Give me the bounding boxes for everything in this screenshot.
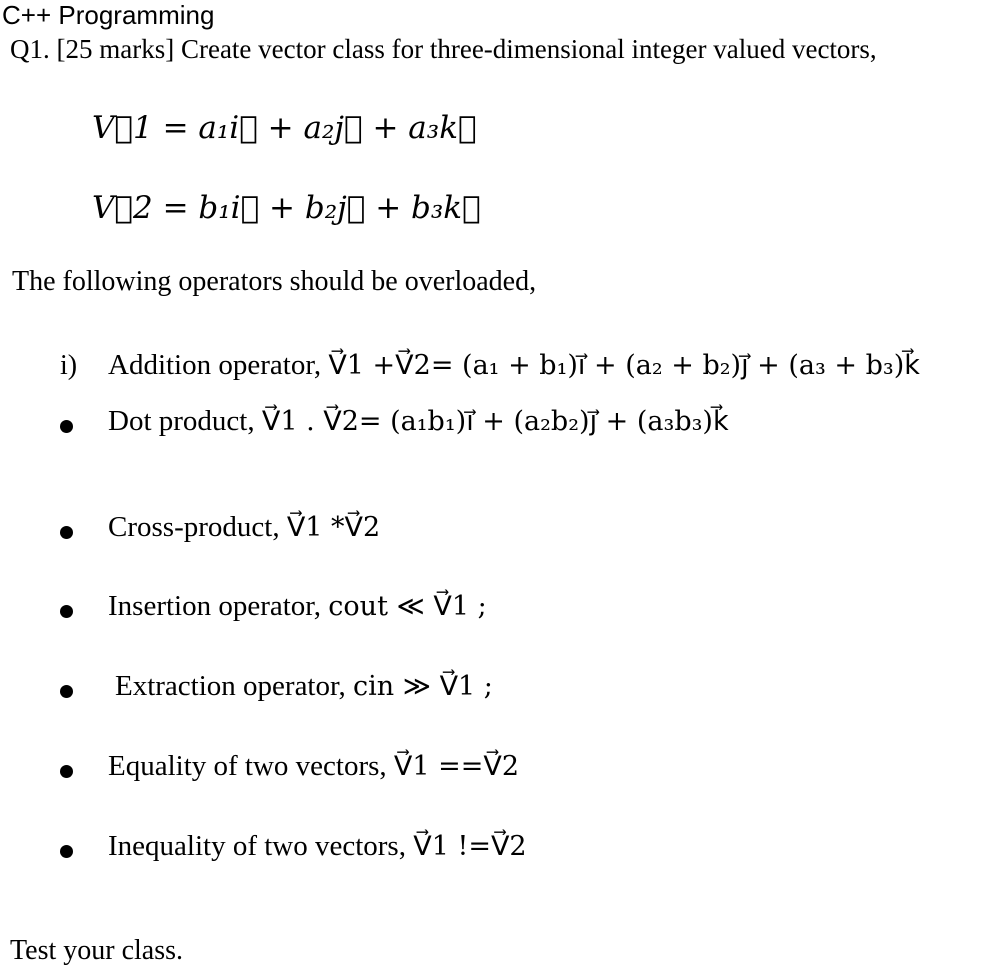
- equation-v2: V⃗2 = b₁i⃗ + b₂j⃗ + b₃k⃗: [92, 190, 481, 226]
- bullet-icon: [60, 420, 73, 433]
- item-label: Inequality of two vectors,: [108, 830, 406, 862]
- list-item-cross-product: [108, 511, 380, 544]
- item-label: Equality of two vectors,: [108, 750, 387, 782]
- item-math: V⃗1 *V⃗2: [286, 512, 381, 543]
- item-math: V⃗1 . V⃗2= (a₁b₁)i⃗ + (a₂b₂)j⃗ + (a₃b₃)k⃗: [261, 406, 729, 437]
- item-label: Insertion operator,: [108, 590, 322, 622]
- bullet-icon: [60, 685, 73, 698]
- list-item-equality: [108, 750, 519, 783]
- question-text: Q1. [25 marks] Create vector class for three-dimensional integer valued vectors,: [10, 34, 877, 64]
- list-item-insertion: [108, 590, 487, 623]
- bullet-icon: [60, 765, 73, 778]
- item-label: Addition operator,: [108, 349, 322, 381]
- item-math: V⃗1 +V⃗2= (a₁ + b₁)i⃗ + (a₂ + b₂)j⃗ + (a₃ + b₃)k⃗: [328, 350, 920, 381]
- item-label: Extraction operator,: [115, 670, 346, 702]
- item-label: Dot product,: [108, 405, 255, 437]
- equation-v1: V⃗1 = a₁i⃗ + a₂j⃗ + a₃k⃗: [92, 110, 477, 146]
- item-math: cout ≪ V⃗1 ;: [328, 591, 487, 622]
- item-label: Cross-product,: [108, 511, 280, 543]
- footer-text: Test your class.: [10, 935, 184, 966]
- item-math: V⃗1 !=V⃗2: [413, 831, 527, 862]
- page-heading: C++ Programming: [2, 0, 215, 30]
- list-item-inequality: [108, 830, 527, 863]
- item-math: V⃗1 ==V⃗2: [393, 751, 520, 782]
- bullet-icon: [60, 845, 73, 858]
- list-item-extraction: [115, 670, 493, 703]
- bullet-icon: [60, 605, 73, 618]
- bullet-icon: [60, 526, 73, 539]
- list-item-addition: [108, 349, 920, 382]
- item-math: cin ≫ V⃗1 ;: [353, 671, 493, 702]
- item-marker-roman: i): [60, 350, 78, 381]
- operators-intro: The following operators should be overloaded,: [12, 266, 537, 297]
- list-item-dot-product: [108, 405, 729, 438]
